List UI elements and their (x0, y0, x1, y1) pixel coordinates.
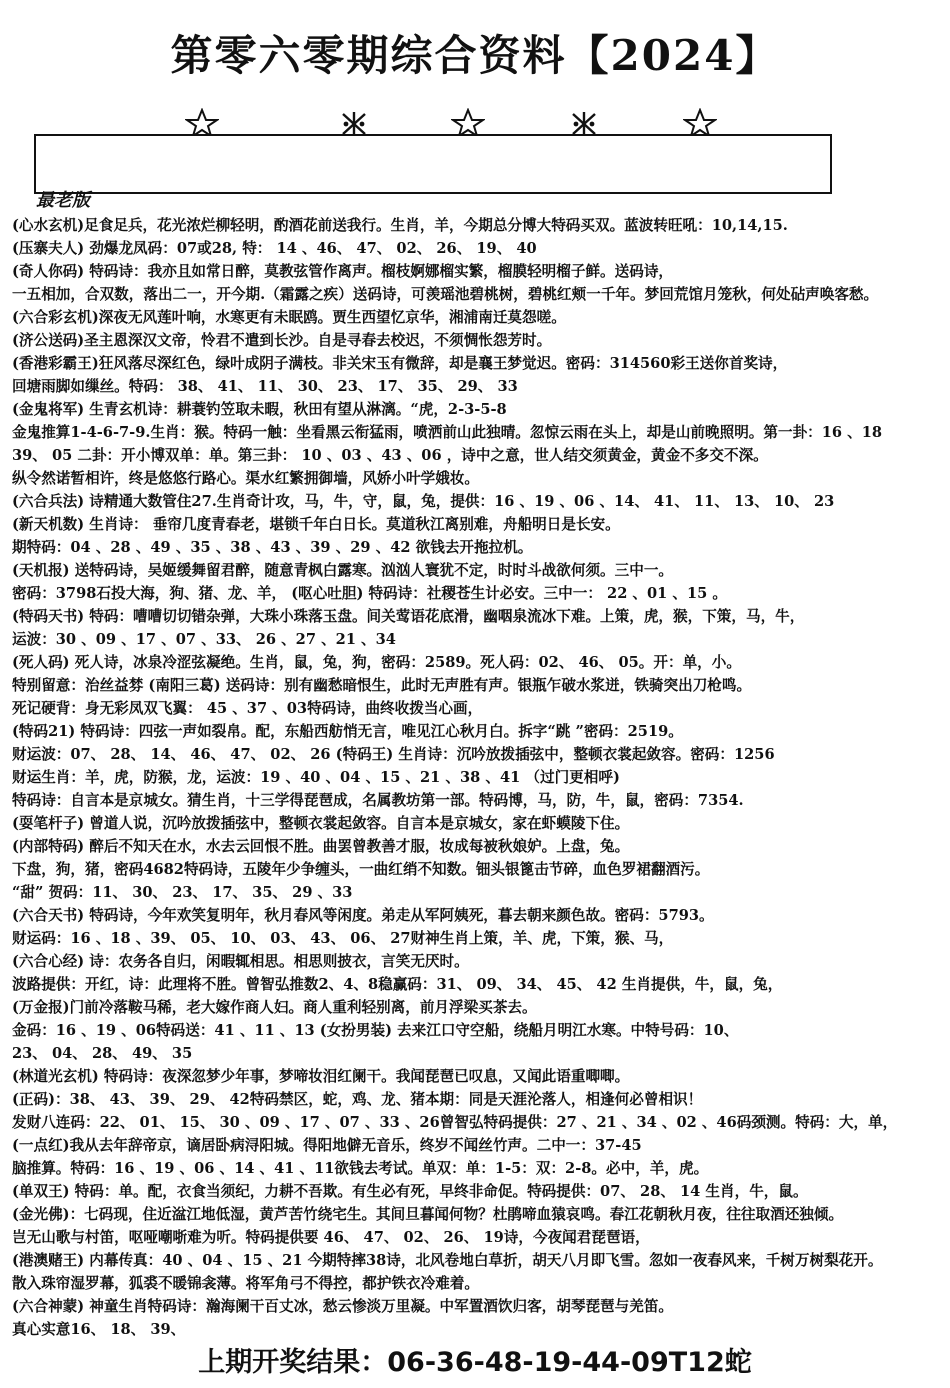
text-line: (一点红)我从去年辞帝京，谪居卧病浔阳城。得阳地僻无音乐，终岁不闻丝竹声。二中一：37-45 (12, 1137, 642, 1154)
text-line: (六合天书) 特码诗，今年欢笑复明年，秋月春风等闲度。弟走从军阿姨死，暮去朝来颜色故。密码：5793。 (12, 907, 714, 924)
text-line: 23、 04、 28、 49、 35 (12, 1045, 193, 1062)
text-line: (特码天书) 特码：嘈嘈切切错杂弹，大珠小珠落玉盘。间关莺语花底滑，幽咽泉流冰下难。上策，虎，猴，下策，马，牛， (12, 608, 805, 625)
text-line: (奇人你码) 特码诗：我亦且如常日醉，莫教弦管作离声。榴枝婀娜榴实繁，榴膜轻明榴子鲜。送码诗， (12, 263, 674, 280)
page-title: 第零六零期综合资料【2024】 (170, 31, 780, 80)
text-line: (耍笔杆子) 曾道人说，沉吟放拨插弦中，整顿衣裳起敛容。自言本是京城女，家在虾蟆陵下住。 (12, 815, 630, 832)
text-line: 特别留意：治丝益棼 (南阳三葛) 送码诗：别有幽愁暗恨生，此时无声胜有声。银瓶乍破水浆迸，铁骑突出刀枪鸣。 (12, 677, 752, 694)
text-line: (六合心经) 诗：农务各自归，闲暇辄相思。相思则披衣，言笑无厌时。 (12, 953, 469, 970)
text-line: 财运波：07、 28、 14、 46、 47、 02、 26 (特码王) 生肖诗：沉吟放拨插弦中，整顿衣裳起敛容。密码：1256 (12, 746, 775, 763)
text-line: (金鬼将军) 生青玄机诗：耕蓑钓笠取未暇，秋田有望从淋漓。“虎，2-3-5-8 (12, 401, 507, 418)
text-line: (死人码) 死人诗，冰泉冷涩弦凝绝。生肖，鼠，兔，狗，密码：2589。死人码：02、 46、 05。开：单，小。 (12, 654, 741, 671)
text-line: 岂无山歌与村笛，呕哑嘲哳难为听。特码提供要 46、 47、 02、 26、 19诗，今夜闻君琵琶语， (12, 1229, 650, 1246)
edition-label: 最老版 (36, 190, 90, 211)
text-line: (心水玄机)足食足兵，花光浓烂柳轻明，酌酒花前送我行。生肖，羊，今期总分博大特码买双。蓝波转旺吼：10,14,15. (12, 217, 788, 234)
text-line: 密码：3798石投大海，狗、猪、龙、羊， (呕心吐胆) 特码诗：社稷苍生计必安。三中一： 22 、01 、15 。 (12, 585, 727, 602)
text-line: (济公送码)圣主恩深汉文帝，怜君不遣到长沙。自是寻春去校迟，不须惆怅怨芳时。 (12, 332, 552, 349)
text-line: 特码诗：自言本是京城女。猜生肖，十三学得琵琶成，名属教坊第一部。特码博，马，防，牛，鼠，密码：7354. (12, 792, 744, 809)
text-line: 死记硬背：身无彩凤双飞翼： 45 、37 、03特码诗，曲终收拨当心画， (12, 700, 483, 717)
text-line: 金鬼推算1-4-6-7-9.生肖：猴。特码一触：坐看黑云衔猛雨，喷洒前山此独晴。忽惊云雨在头上，却是山前晚照明。第一卦：16 、18 (12, 424, 883, 441)
text-line: (林道光玄机) 特码诗：夜深忽梦少年事，梦啼妆泪红阑干。我闻琵琶已叹息，又闻此语重唧唧。 (12, 1068, 630, 1085)
text-line: 期特码：04 、28 、49 、35 、38 、43 、39 、29 、42 欲钱去开拖拉机。 (12, 539, 533, 556)
headline-box (34, 134, 832, 194)
text-line: (正码)：38、 43、 39、 29、 42特码禁区，蛇，鸡、龙、猪本期：同是天涯沦落人，相逢何必曾相识！ (12, 1091, 703, 1108)
text-line: 财运码：16 、18 、39、 05、 10、 03、 43、 06、 27财神生肖上策，羊、虎，下策，猴、马， (12, 930, 674, 947)
text-line: (内部特码) 醉后不知天在水，水去云回恨不胜。曲罢曾教善才服，妆成每被秋娘妒。上盘，兔。 (12, 838, 630, 855)
text-line: 真心实意16、 18、 39、 (12, 1321, 186, 1338)
text-line: “甜” 贺码：11、 30、 23、 17、 35、 29 、33 (12, 884, 353, 901)
text-line: (六合神蒙) 神童生肖特码诗：瀚海阑干百丈冰，愁云惨淡万里凝。中军置酒饮归客，胡琴琵琶与羌笛。 (12, 1298, 674, 1315)
text-line: (新天机数) 生肖诗： 垂帘几度青春老，堪锁千年白日长。莫道秋江离别难，舟船明日是长安。 (12, 516, 620, 533)
text-line: 运波：30 、09 、17 、07 、33、 26 、27 、21 、34 (12, 631, 396, 648)
text-line: 下盘，狗，猪，密码4682特码诗，五陵年少争缠头，一曲红绡不知数。钿头银篦击节碎，血色罗裙翻酒污。 (12, 861, 710, 878)
text-line: 一五相加，合双数，落出二一，开今期.（霜露之疾）送码诗，可羡瑶池碧桃树，碧桃红颊一千年。梦回荒馆月笼秋，何处砧声唤客愁。 (12, 286, 879, 303)
text-line: 财运生肖：羊，虎，防猴，龙，运波：19 、40 、04 、15 、21 、38 、41 （过门更相呼) (12, 769, 620, 786)
text-line: 金码：16 、19 、06特码送：41 、11 、13 (女扮男装) 去来江口守空船，绕船月明江水寒。中特号码：10、 (12, 1022, 739, 1039)
text-line: (压寨夫人) 劲爆龙凤码：07或28, 特： 14 、46、 47、 02、 26、 19、 40 (12, 240, 537, 257)
text-line: (六合彩玄机)深夜无风莲叶响，水寒更有未眠鸥。贾生西望忆京华，湘浦南迁莫怨嗟。 (12, 309, 566, 326)
text-line: (特码21) 特码诗：四弦一声如裂帛。配，东船西舫悄无言，唯见江心秋月白。拆字“跳 ”密码：2519。 (12, 723, 683, 740)
text-line: 发财八连码：22、 01、 15、 30 、09 、17 、07 、33 、26曾智弘特码提供：27 、21 、34 、02 、46码颈测。特码：大，单， (12, 1114, 898, 1131)
text-line: (天机报) 送特码诗，吴姬缓舞留君醉，随意青枫白露寒。汹汹人寰犹不定，时时斗战欲何须。三中一。 (12, 562, 674, 579)
text-line: 39、 05 二卦：开小博双单：单。第三卦： 10 、03 、43 、06 ，诗中之意，世人结交须黄金，黄金不多交不深。 (12, 447, 768, 464)
text-line: 波路提供：开红，诗：此理将不胜。曾智弘推数2、4、8稳赢码：31、 09、 34、 45、 42 生肖提供，牛，鼠，兔， (12, 976, 783, 993)
text-line: (港澳赌王) 内幕传真：40 、04 、15 、21 今期特摔38诗，北风卷地白草折，胡天八月即飞雪。忽如一夜春风来，千树万树梨花开。 (12, 1252, 883, 1269)
last-draw-result: 上期开奖结果：06-36-48-19-44-09T12蛇 (0, 1346, 950, 1380)
text-line: 散入珠帘湿罗幕，狐裘不暖锦衾薄。将军角弓不得控，都护铁衣冷难着。 (12, 1275, 480, 1292)
content-body (12, 214, 946, 1341)
text-line: (金光佛)：七码现，住近湓江地低湿，黄芦苦竹绕宅生。其间旦暮闻何物？杜鹃啼血猿哀鸣。春江花朝秋月夜，往往取酒还独倾。 (12, 1206, 844, 1223)
text-line: 脑推算。特码：16 、19 、06 、14 、41 、11欲钱去考试。单双：单：1-5：双：2-8。必中，羊，虎。 (12, 1160, 709, 1177)
text-line: (香港彩霸王)狂风落尽深红色，绿叶成阴子满枝。非关宋玉有微辞，却是襄王梦觉迟。密码：314560彩王送你首奖诗， (12, 355, 788, 372)
text-line: 回塘雨脚如缫丝。特码： 38、 41、 11、 30、 23、 17、 35、 29、 33 (12, 378, 518, 395)
text-line: (万金报)门前冷落鞍马稀，老大嫁作商人妇。商人重利轻别离，前月浮梁买茶去。 (12, 999, 537, 1016)
text-line: (单双王) 特码：单。配，衣食当须纪，力耕不吾欺。有生必有死，早终非命促。特码提供：07、 28、 14 生肖，牛，鼠。 (12, 1183, 808, 1200)
text-line: 纵令然诺暂相许，终是悠悠行路心。渠水红繁拥御墙，风娇小叶学娥妆。 (12, 470, 480, 487)
text-line: (六合兵法) 诗精通大数管住27.生肖奇计攻，马，牛，守，鼠，兔，提供：16 、19 、06 、14、 41、 11、 13、 10、 23 (12, 493, 835, 510)
